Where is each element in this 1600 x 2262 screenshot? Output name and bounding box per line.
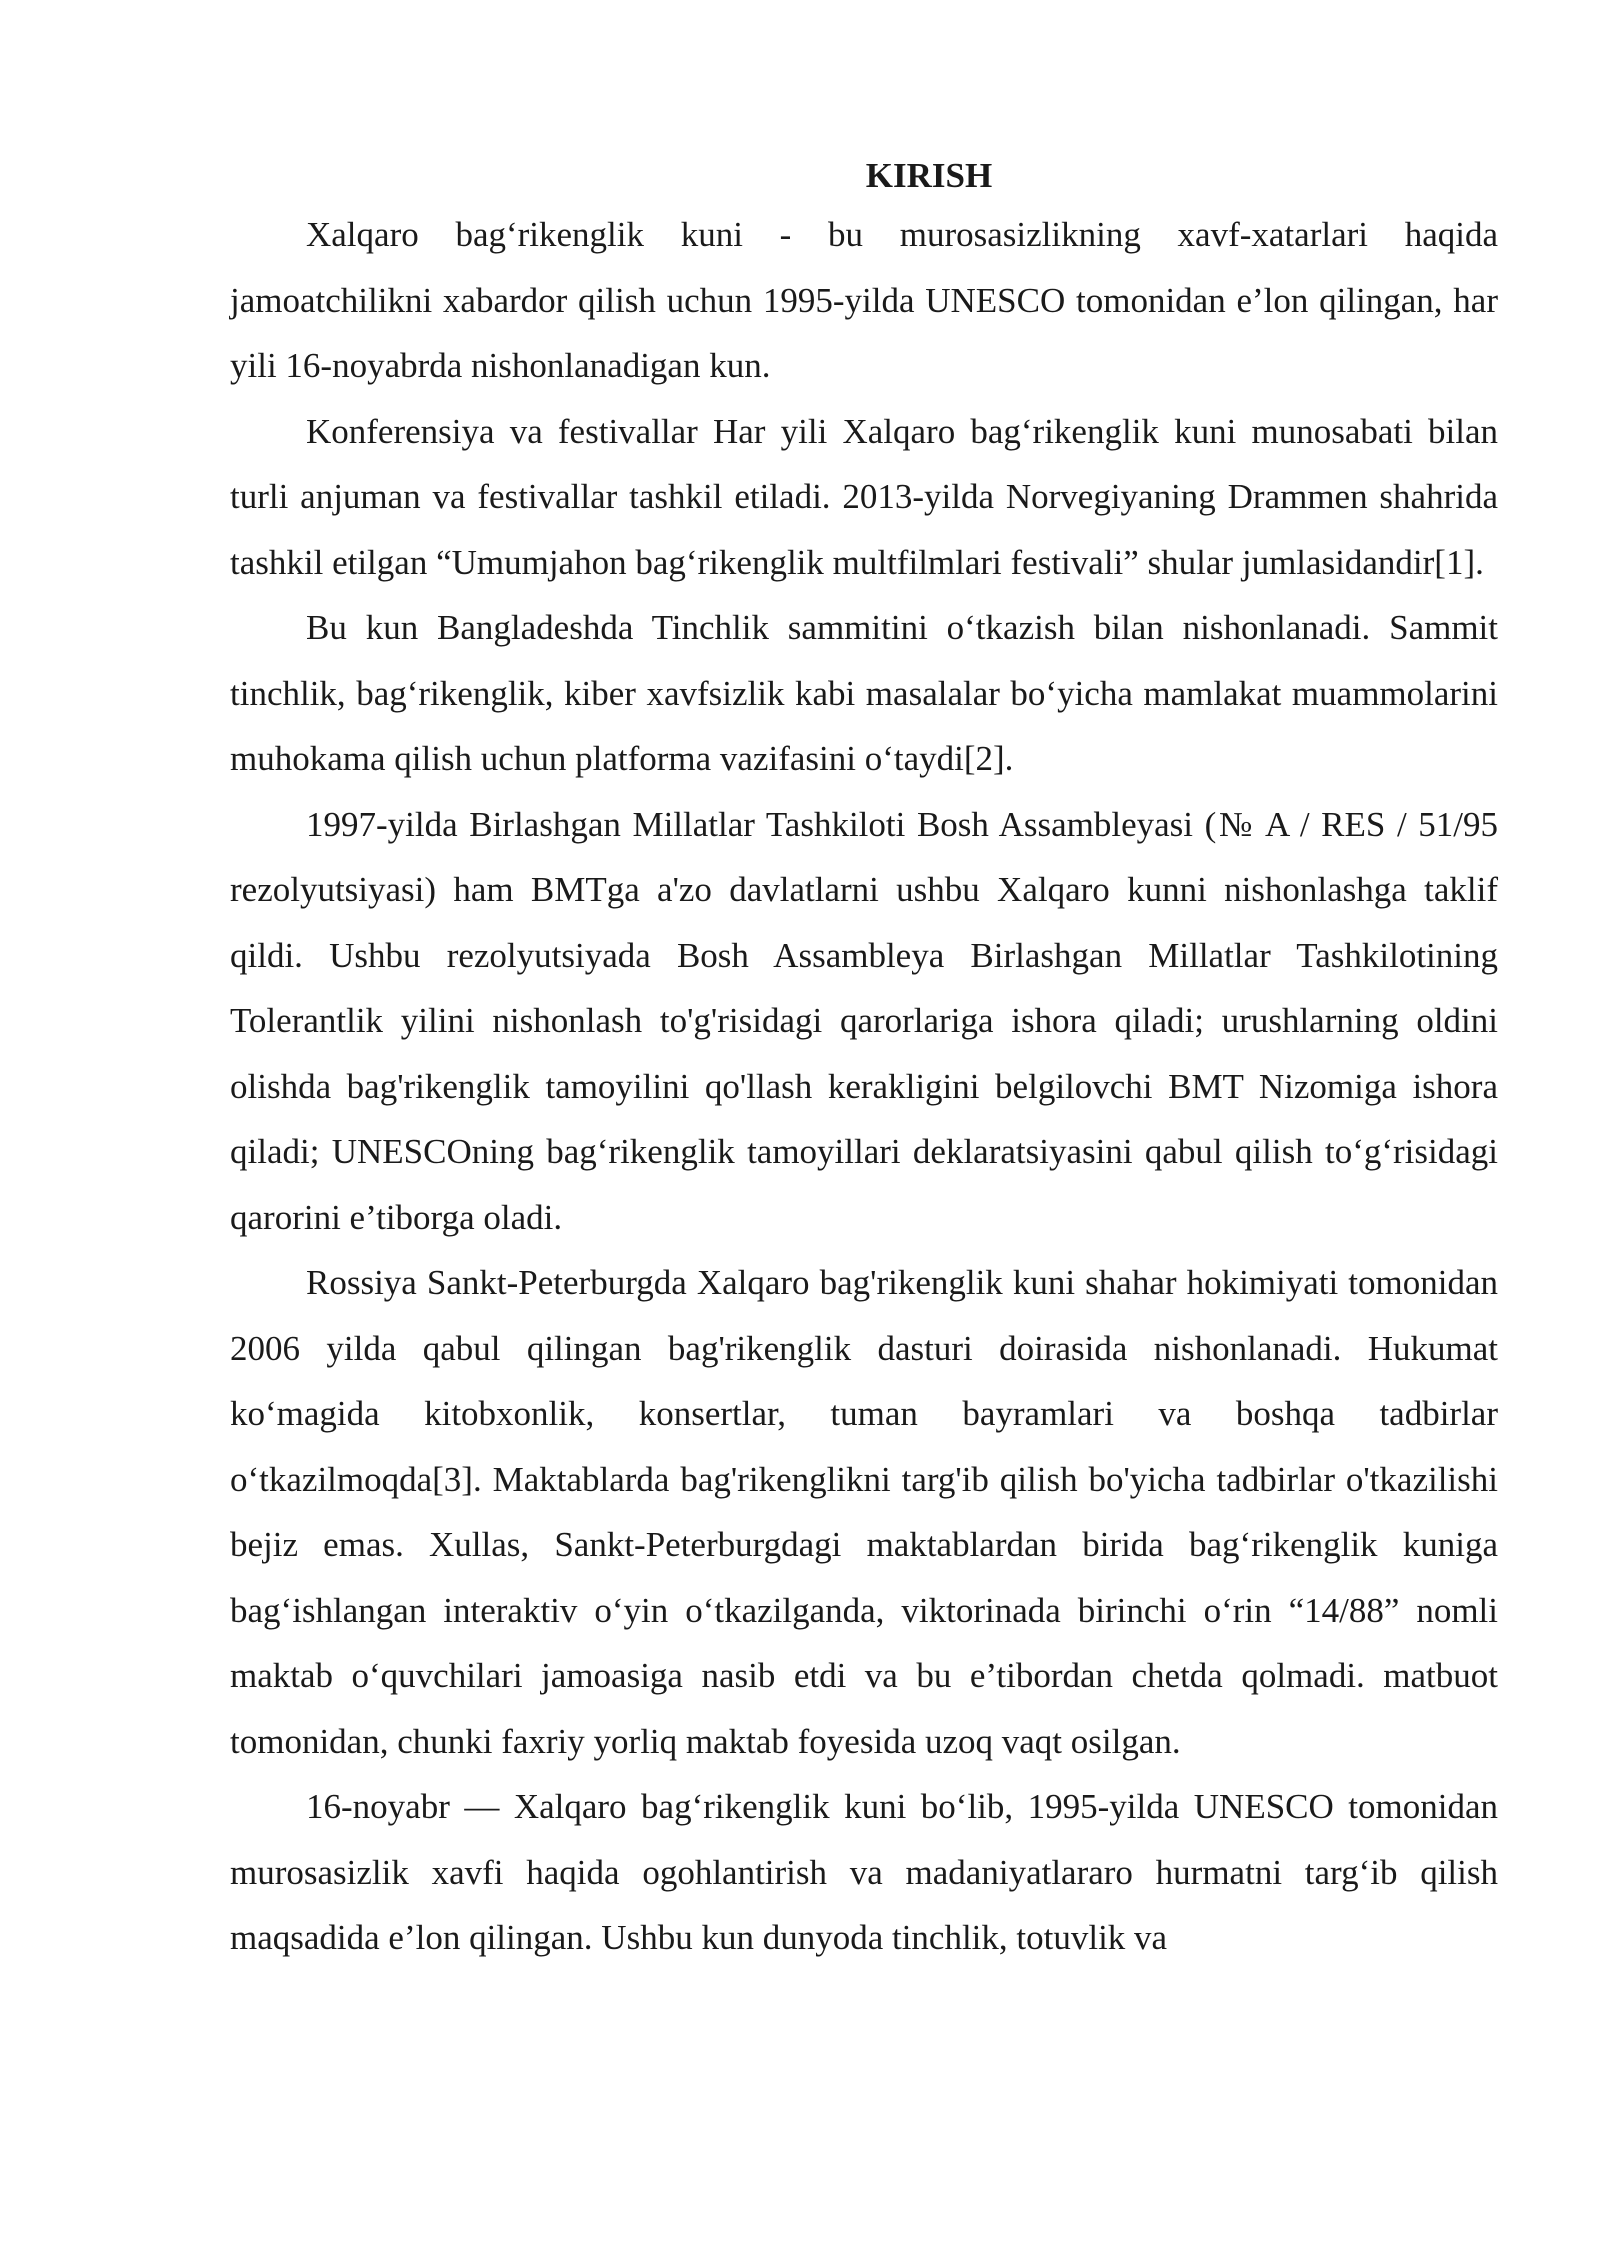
- document-page: [230, 150, 1498, 1971]
- paragraph-5: Rossiya Sankt-Peterburgda Xalqaro bag'rikenglik kuni shahar hokimiyati tomonidan 2006 yilda qabul qilingan bag'rikenglik dasturi doirasida nishonlanadi. Hukumat ko‘magida kitobxonlik, konsertlar, tuman bayramlari va boshqa tadbirlar o‘tkazilmoqda[3]. Maktablarda bag'rikenglikni targ'ib qilish bo'yicha tadbirlar o'tkazilishi bejiz emas. Xullas, Sankt-Peterburgdagi maktablardan birida bag‘rikenglik kuniga bag‘ishlangan interaktiv o‘yin o‘tkazilganda, viktorinada birinchi o‘rin “14/88” nomli maktab o‘quvchilari jamoasiga nasib etdi va bu e’tibordan chetda qolmadi. matbuot tomonidan, chunki faxriy yorliq maktab foyesida uzoq vaqt osilgan.: [230, 1263, 1498, 1761]
- paragraph-4: 1997-yilda Birlashgan Millatlar Tashkiloti Bosh Assambleyasi (№ A / RES / 51/95 rezolyutsiyasi) ham BMTga a'zo davlatlarni ushbu Xalqaro kunni nishonlashga taklif qildi. Ushbu rezolyutsiyada Bosh Assambleya Birlashgan Millatlar Tashkilotining Tolerantlik yilini nishonlash to'g'risidagi qarorlariga ishora qiladi; urushlarning oldini olishda bag'rikenglik tamoyilini qo'llash kerakligini belgilovchi BMT Nizomiga ishora qiladi; UNESCOning bag‘rikenglik tamoyillari deklaratsiyasini qabul qilish to‘g‘risidagi qarorini e’tiborga oladi.: [230, 804, 1498, 1237]
- paragraph-2: Konferensiya va festivallar Har yili Xalqaro bag‘rikenglik kuni munosabati bilan turli anjuman va festivallar tashkil etiladi. 2013-yilda Norvegiyaning Drammen shahrida tashkil etilgan “Umumjahon bag‘rikenglik multfilmlari festivali” shular jumlasidandir[1].: [230, 411, 1498, 582]
- document-title: KIRISH: [865, 156, 993, 195]
- paragraph-1: Xalqaro bag‘rikenglik kuni - bu murosasizlikning xavf-xatarlari haqida jamoatchilikni xabardor qilish uchun 1995-yilda UNESCO tomonidan e’lon qilingan, har yili 16-noyabrda nishonlanadigan kun.: [230, 215, 1498, 385]
- paragraph-3: Bu kun Bangladeshda Tinchlik sammitini o‘tkazish bilan nishonlanadi. Sammit tinchlik, bag‘rikenglik, kiber xavfsizlik kabi masalalar bo‘yicha mamlakat muammolarini muhokama qilish uchun platforma vazifasini o‘taydi[2].: [230, 608, 1498, 778]
- paragraph-6: 16-noyabr — Xalqaro bag‘rikenglik kuni bo‘lib, 1995-yilda UNESCO tomonidan murosasizlik xavfi haqida ogohlantirish va madaniyatlararo hurmatni targ‘ib qilish maqsadida e’lon qilingan. Ushbu kun dunyoda tinchlik, totuvlik va: [230, 1787, 1498, 1957]
